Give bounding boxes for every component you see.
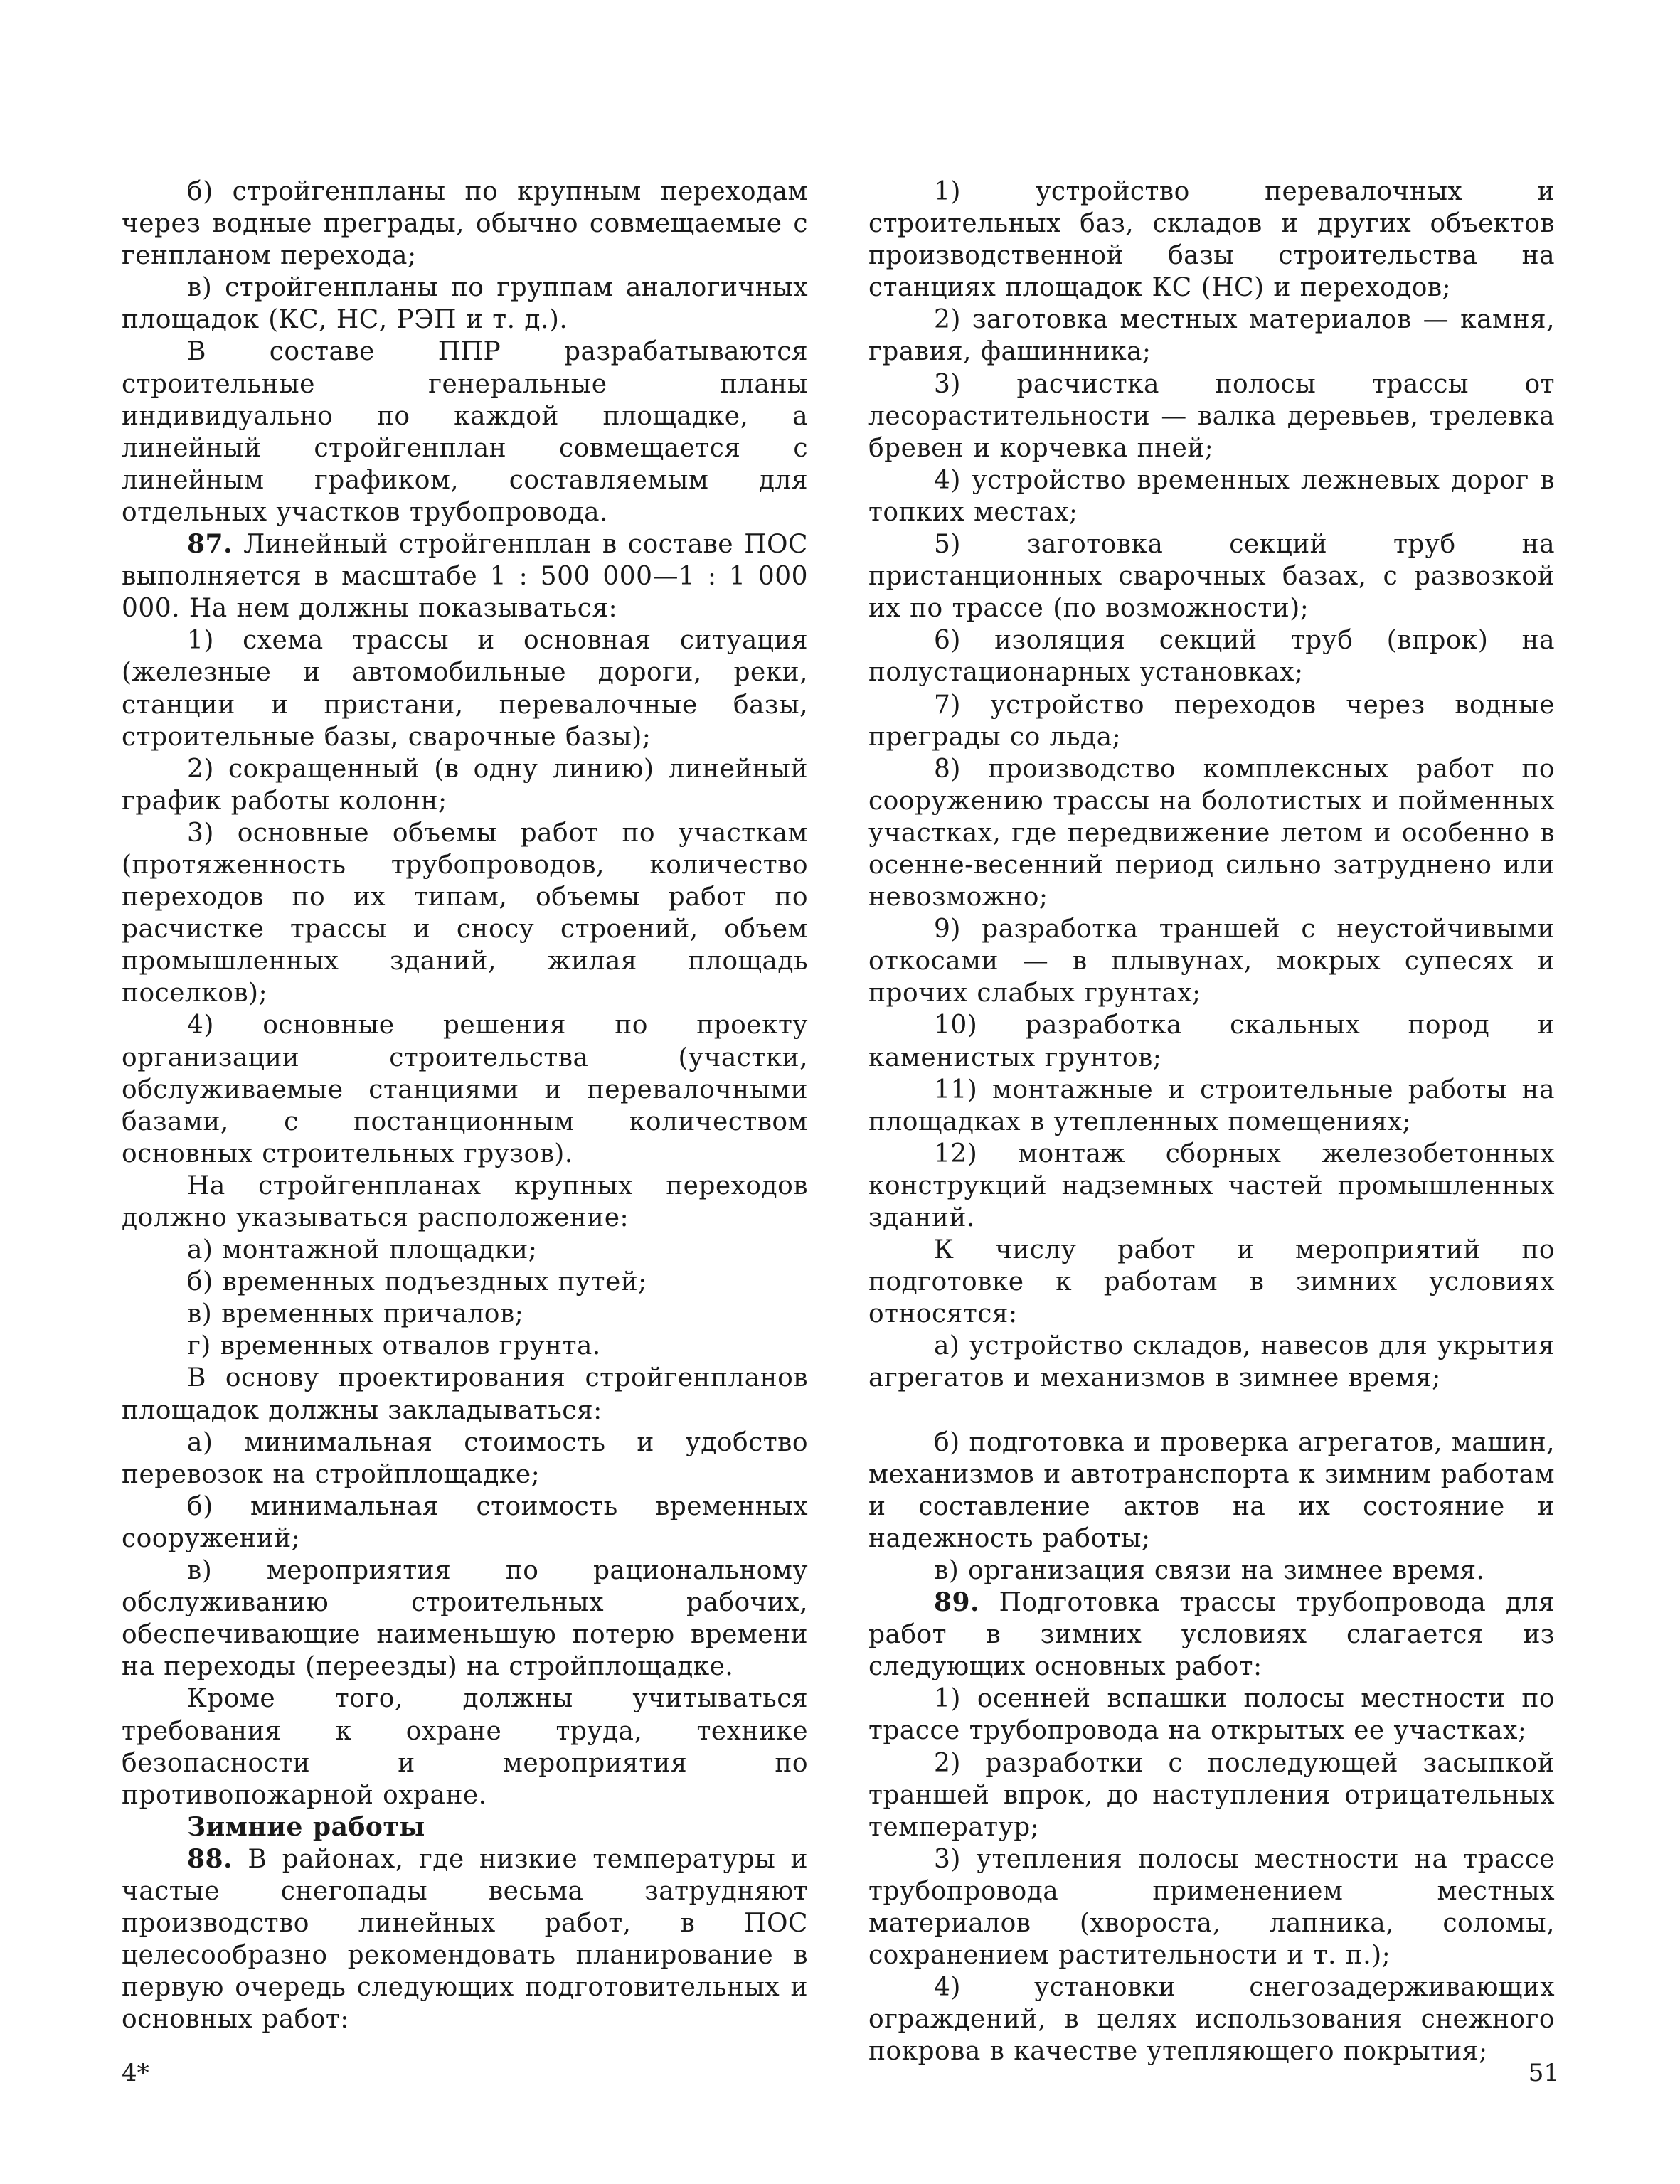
paragraph-number: 89. [934,1587,979,1618]
paragraph: б) стройгенпланы по крупным переходам через водные преграды, обычно совмещаемые с генпланом перехода; [122,177,808,271]
list-item: б) подготовка и проверка агрегатов, машин, механизмов и автотранспорта к зимним работам и составление актов на их состояние и надежность работы; [868,1427,1555,1553]
paragraph: в) стройгенпланы по группам аналогичных площадок (КС, НС, РЭП и т. д.). [122,273,808,335]
list-item: 9) разработка траншей с неустойчивыми откосами — в плывунах, мокрых супесях и прочих слабых грунтах; [868,915,1555,1008]
blank-line [868,1395,1555,1427]
list-item: а) устройство складов, навесов для укрытия агрегатов и механизмов в зимнее время; [868,1331,1555,1393]
list-item: 5) заготовка секций труб на пристанционных сварочных базах, с развозкой их по трассе (по возможности); [868,530,1555,624]
list-item: б) временных подъездных путей; [187,1267,647,1297]
paragraph: На стройгенпланах крупных переходов должно указываться расположение: [122,1171,808,1232]
list-item: 10) разработка скальных пород и каменистых грунтов; [868,1011,1555,1072]
page-number: 51 [1528,2059,1559,2087]
paragraph-text: Линейный стройгенплан в составе ПОС выполняется в масштабе 1 : 500 000—1 : 1 000 000. На нем должны показываться: [122,530,808,624]
numbered-paragraph-88 [122,1843,808,2036]
numbered-paragraph-87 [122,528,808,624]
list-item: 7) устройство переходов через водные преграды со льда; [868,690,1555,752]
paragraph: Кроме того, должны учитываться требования к охране труда, технике безопасности и мероприятия по противопожарной охране. [122,1684,808,1810]
list-item: 2) разработки с последующей засыпкой траншей впрок, до наступления отрицательных температур; [868,1748,1555,1842]
list-item: а) монтажной площадки; [187,1235,538,1265]
list-item: б) минимальная стоимость временных сооружений; [122,1491,808,1553]
paragraph-number: 87. [187,529,233,560]
paragraph: 2) сокращенный (в одну линию) линейный график работы колонн; [122,754,808,816]
section-heading: Зимние работы [187,1811,425,1842]
list-item: 1) устройство перевалочных и строительных баз, складов и других объектов производственной базы строительства на станциях площадок КС (НС) и переходов; [868,177,1555,303]
paragraph-number: 88. [187,1843,233,1874]
paragraph: 4) основные решения по проекту организации строительства (участки, обслуживаемые станциями и перевалочными базами, с постанционным количеством основных строительных грузов). [122,1011,808,1168]
list-item: в) временных причалов; [187,1299,524,1329]
list-item: 4) установки снегозадерживающих ограждений, в целях использования снежного покрова в качестве утепляющего покрытия; [868,1973,1555,2067]
paragraph: В составе ППР разрабатываются строительные генеральные планы индивидуально по каждой площадке, а линейный стройгенплан совмещается с линейным графиком, составляемым для отдельных участков трубопровода. [122,337,808,527]
numbered-paragraph-89 [868,1587,1555,1683]
list-item: г) временных отвалов грунта. [187,1331,601,1361]
list-item: 6) изоляция секций труб (впрок) на полустационарных установках; [868,626,1555,688]
list-item: в) организация связи на зимнее время. [934,1555,1485,1585]
list-item: 2) заготовка местных материалов — камня, гравия, фашинника; [868,305,1555,367]
paragraph: В основу проектирования стройгенпланов площадок должны закладываться: [122,1363,808,1425]
paragraph: 1) схема трассы и основная ситуация (железные и автомобильные дороги, реки, станции и пристани, перевалочные базы, строительные базы, сварочные базы); [122,626,808,752]
list-item: 1) осенней вспашки полосы местности по трассе трубопровода на открытых ее участках; [868,1684,1555,1746]
list-item: 3) утепления полосы местности на трассе трубопровода применением местных материалов (хвороста, лапника, соломы, сохранением растительности и т. п.); [868,1844,1555,1971]
list-item: 8) производство комплексных работ по сооружению трассы на болотистых и пойменных участках, где передвижение летом и особенно в осенне-весенний период сильно затруднено или невозможно; [868,754,1555,912]
list-item: 11) монтажные и строительные работы на площадках в утепленных помещениях; [868,1075,1555,1136]
paragraph: 3) основные объемы работ по участкам (протяженность трубопроводов, количество переходов по их типам, объемы работ по расчистке трассы и сносу строений, объем промышленных зданий, жилая площадь поселков); [122,818,808,1008]
signature-mark: 4* [122,2059,149,2087]
left-column [122,176,808,2035]
list-item: 12) монтаж сборных железобетонных конструкций надземных частей промышленных зданий. [868,1139,1555,1232]
list-item: 4) устройство временных лежневых дорог в топких местах; [868,465,1555,527]
paragraph-text: В районах, где низкие температуры и частые снегопады весьма затрудняют производство линейных работ, в ПОС целесообразно рекомендовать планирование в первую очередь следующих подготовительных и основных работ: [122,1844,808,2035]
right-column [868,176,1555,2067]
paragraph: К числу работ и мероприятий по подготовке к работам в зимних условиях относятся: [868,1235,1555,1329]
list-item: а) минимальная стоимость и удобство перевозок на стройплощадке; [122,1427,808,1489]
list-item: 3) расчистка полосы трассы от лесорастительности — валка деревьев, трелевка бревен и корчевка пней; [868,369,1555,463]
list-item: в) мероприятия по рациональному обслуживанию строительных рабочих, обеспечивающие наименьшую потерю времени на переходы (переезды) на стройплощадке. [122,1556,808,1682]
paragraph-text: Подготовка трассы трубопровода для работ в зимних условиях слагается из следующих основных работ: [868,1588,1555,1682]
